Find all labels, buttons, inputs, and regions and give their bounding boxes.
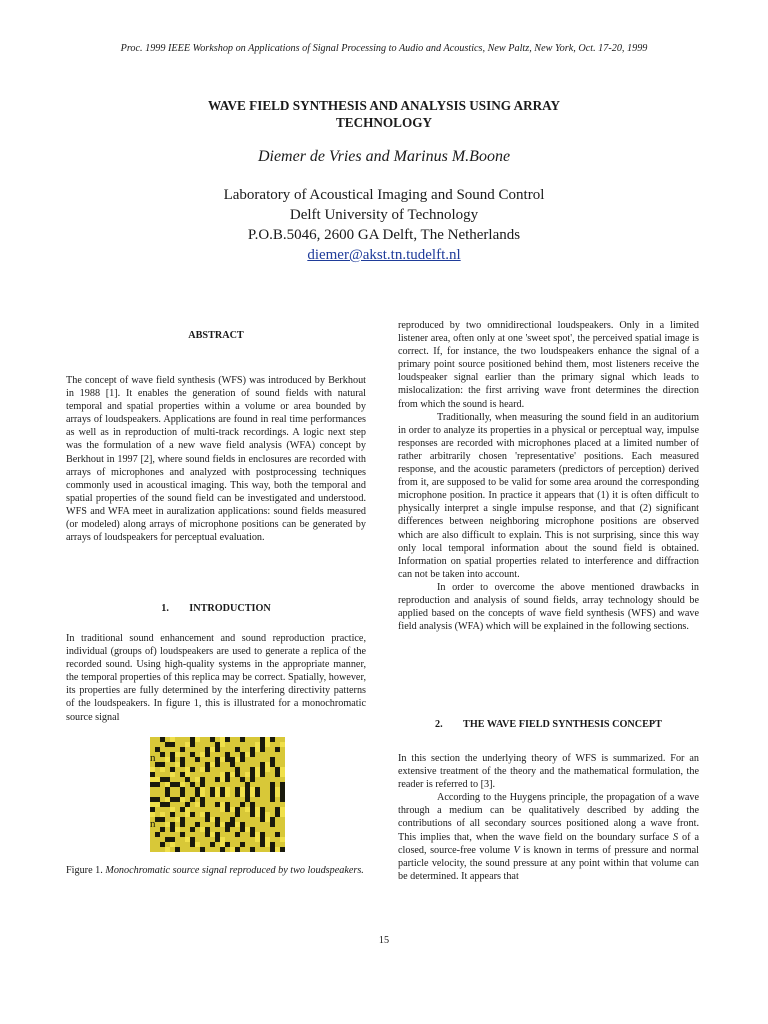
pattern-dark-cell xyxy=(270,797,275,802)
pattern-dark-cell xyxy=(240,842,245,847)
pattern-dark-cell xyxy=(275,832,280,837)
pattern-dark-cell xyxy=(270,762,275,767)
pattern-dark-cell xyxy=(190,827,195,832)
pattern-light-cell xyxy=(265,767,270,772)
paragraph-huygens: According to the Huygens principle, the propagation of a wave through a medium can be qualitatively described by adding the contributions of all secondary sources positioned along a wave front. This implies that, when the wave field on the boundary surface S of a closed, source-free volume V is known in terms of pressure and normal particle velocity, the sound pressure at any point within that volume can be determined. It appears that xyxy=(398,792,700,882)
pattern-dark-cell xyxy=(215,802,220,807)
pattern-dark-cell xyxy=(280,797,285,802)
pattern-dark-cell xyxy=(160,762,165,767)
pattern-light-cell xyxy=(200,812,205,817)
pattern-light-cell xyxy=(160,767,165,772)
authors: Diemer de Vries and Marinus M.Boone xyxy=(257,148,511,165)
pattern-light-cell xyxy=(255,812,260,817)
pattern-dark-cell xyxy=(210,787,215,792)
pattern-dark-cell xyxy=(280,782,285,787)
pattern-dark-cell xyxy=(215,757,220,762)
pattern-dark-cell xyxy=(200,847,205,852)
pattern-dark-cell xyxy=(205,762,210,767)
pattern-light-cell xyxy=(265,737,270,742)
pattern-light-cell xyxy=(200,767,205,772)
pattern-light-cell xyxy=(170,807,175,812)
pattern-dark-cell xyxy=(190,842,195,847)
pattern-dark-cell xyxy=(270,842,275,847)
pattern-light-cell xyxy=(210,762,215,767)
paragraph-array-technology: In order to overcome the above mentioned drawbacks in reproduction and analysis of sound fields, array technology should be applied based on the concepts of wave field synthesis (WFS) and wave field analysis (WFA) which will be explained in the following sections. xyxy=(398,581,699,633)
pattern-dark-cell xyxy=(195,792,200,797)
pattern-light-cell xyxy=(195,802,200,807)
pattern-dark-cell xyxy=(160,827,165,832)
pattern-light-cell xyxy=(175,817,180,822)
pattern-light-cell xyxy=(150,802,155,807)
pattern-dark-cell xyxy=(270,782,275,787)
pattern-light-cell xyxy=(280,812,285,817)
title-line-1: WAVE FIELD SYNTHESIS AND ANALYSIS USING ARRAY xyxy=(207,98,561,113)
pattern-dark-cell xyxy=(180,817,185,822)
pattern-dark-cell xyxy=(250,747,255,752)
pattern-dark-cell xyxy=(190,782,195,787)
pattern-dark-cell xyxy=(260,812,265,817)
pattern-dark-cell xyxy=(260,817,265,822)
pattern-dark-cell xyxy=(235,792,240,797)
pattern-light-cell xyxy=(245,772,250,777)
pattern-dark-cell xyxy=(170,767,175,772)
pattern-dark-cell xyxy=(210,792,215,797)
pattern-light-cell xyxy=(235,757,240,762)
pattern-dark-cell xyxy=(165,742,170,747)
pattern-dark-cell xyxy=(210,737,215,742)
pattern-light-cell xyxy=(235,822,240,827)
pattern-dark-cell xyxy=(205,812,210,817)
pattern-dark-cell xyxy=(180,792,185,797)
pattern-dark-cell xyxy=(230,757,235,762)
pattern-dark-cell xyxy=(165,792,170,797)
pattern-dark-cell xyxy=(155,797,160,802)
pattern-dark-cell xyxy=(170,782,175,787)
paper-title xyxy=(120,97,648,131)
pattern-light-cell xyxy=(275,787,280,792)
pattern-light-cell xyxy=(280,837,285,842)
pattern-light-cell xyxy=(200,752,205,757)
pattern-dark-cell xyxy=(260,807,265,812)
pattern-dark-cell xyxy=(215,747,220,752)
pattern-dark-cell xyxy=(270,817,275,822)
pattern-dark-cell xyxy=(220,847,225,852)
pattern-dark-cell xyxy=(260,762,265,767)
pattern-dark-cell xyxy=(190,742,195,747)
pattern-light-cell xyxy=(195,842,200,847)
pattern-light-cell xyxy=(280,767,285,772)
pattern-light-cell xyxy=(250,792,255,797)
pattern-dark-cell xyxy=(170,822,175,827)
pattern-dark-cell xyxy=(275,772,280,777)
pattern-dark-cell xyxy=(230,762,235,767)
pattern-dark-cell xyxy=(275,767,280,772)
pattern-dark-cell xyxy=(155,782,160,787)
pattern-dark-cell xyxy=(225,777,230,782)
pattern-dark-cell xyxy=(250,807,255,812)
pattern-dark-cell xyxy=(280,792,285,797)
pattern-dark-cell xyxy=(260,832,265,837)
pattern-dark-cell xyxy=(190,812,195,817)
pattern-dark-cell xyxy=(215,837,220,842)
pattern-light-cell xyxy=(255,807,260,812)
pattern-dark-cell xyxy=(165,777,170,782)
pattern-light-cell xyxy=(165,757,170,762)
pattern-light-cell xyxy=(230,847,235,852)
paragraph-measurement: Traditionally, when measuring the sound field in an auditorium in order to analyze its properties in a physical or perceptual way, impulse responses are recorded with microphones placed at a limited number of rather arbitrarily chosen 'representative' positions. Each measured response, and the acoustic parameters (predictors of perception) derived from it, are supposed to be valid for some area around the corresponding microphone position. In practice it appears that (1) it is often difficult to physically interpret a single impulse response, and that (2) significant differences between neighboring microphone positions are observed which are also difficult to explain. This is not surprising, since this way only local temporal information about the sound field is obtained. Information on spatial properties related to interference and diffraction can not be taken into account. xyxy=(398,411,699,580)
pattern-light-cell xyxy=(265,812,270,817)
pattern-dark-cell xyxy=(250,812,255,817)
pattern-dark-cell xyxy=(260,837,265,842)
pattern-dark-cell xyxy=(200,802,205,807)
pattern-light-cell xyxy=(220,777,225,782)
pattern-light-cell xyxy=(275,847,280,852)
pattern-light-cell xyxy=(265,742,270,747)
pattern-dark-cell xyxy=(155,762,160,767)
pattern-light-cell xyxy=(225,792,230,797)
pattern-dark-cell xyxy=(250,827,255,832)
pattern-light-cell xyxy=(280,772,285,777)
abstract-heading: ABSTRACT xyxy=(188,330,244,341)
pattern-dark-cell xyxy=(180,757,185,762)
pattern-dark-cell xyxy=(180,822,185,827)
pattern-light-cell xyxy=(210,817,215,822)
pattern-dark-cell xyxy=(200,782,205,787)
pattern-dark-cell xyxy=(240,822,245,827)
pattern-dark-cell xyxy=(160,752,165,757)
affiliation-lab: Laboratory of Acoustical Imaging and Sound Control xyxy=(223,187,545,203)
pattern-dark-cell xyxy=(180,787,185,792)
page-number: 15 xyxy=(378,935,390,946)
pattern-light-cell xyxy=(220,737,225,742)
pattern-dark-cell xyxy=(225,842,230,847)
pattern-light-cell xyxy=(245,752,250,757)
pattern-dark-cell xyxy=(250,767,255,772)
pattern-dark-cell xyxy=(245,787,250,792)
pattern-dark-cell xyxy=(175,797,180,802)
pattern-dark-cell xyxy=(260,842,265,847)
pattern-dark-cell xyxy=(270,787,275,792)
figure-caption-text: Monochromatic source signal reproduced by two loudspeakers. xyxy=(105,865,364,876)
pattern-light-cell xyxy=(280,742,285,747)
loudspeaker-marker-bottom: n xyxy=(150,818,156,830)
running-header: Proc. 1999 IEEE Workshop on Applications of Signal Processing to Audio and Acoustics, New Paltz, New York, Oct. 17-20, 1999 xyxy=(120,43,648,54)
pattern-dark-cell xyxy=(240,757,245,762)
pattern-light-cell xyxy=(185,812,190,817)
pattern-dark-cell xyxy=(240,777,245,782)
pattern-dark-cell xyxy=(160,817,165,822)
pattern-dark-cell xyxy=(150,807,155,812)
figure-label: Figure 1. xyxy=(66,865,103,876)
pattern-light-cell xyxy=(155,802,160,807)
pattern-dark-cell xyxy=(225,807,230,812)
pattern-dark-cell xyxy=(180,832,185,837)
pattern-light-cell xyxy=(185,807,190,812)
introduction-text: In traditional sound enhancement and sound reproduction practice, individual (groups of) loudspeakers are used to generate a replica of the recorded sound. Using high-quality systems in the appropriate manner, the temporal properties of this replica may be correct. Spatially, however, its properties are fully determined by the interfering directivity patterns of the loudspeakers. In figure 1, this is illustrated for a monochromatic source signal xyxy=(66,633,366,723)
pattern-light-cell xyxy=(220,842,225,847)
pattern-dark-cell xyxy=(205,817,210,822)
pattern-dark-cell xyxy=(270,792,275,797)
pattern-dark-cell xyxy=(205,767,210,772)
pattern-dark-cell xyxy=(195,787,200,792)
pattern-light-cell xyxy=(280,807,285,812)
wfs-concept-heading: 2. THE WAVE FIELD SYNTHESIS CONCEPT xyxy=(435,719,662,730)
pattern-dark-cell xyxy=(280,787,285,792)
pattern-dark-cell xyxy=(215,777,220,782)
pattern-dark-cell xyxy=(250,847,255,852)
pattern-light-cell xyxy=(175,752,180,757)
pattern-dark-cell xyxy=(195,822,200,827)
pattern-dark-cell xyxy=(250,802,255,807)
pattern-light-cell xyxy=(200,792,205,797)
pattern-light-cell xyxy=(200,787,205,792)
pattern-light-cell xyxy=(220,822,225,827)
pattern-dark-cell xyxy=(195,757,200,762)
pattern-light-cell xyxy=(195,737,200,742)
pattern-dark-cell xyxy=(245,792,250,797)
pattern-light-cell xyxy=(150,767,155,772)
pattern-dark-cell xyxy=(245,782,250,787)
pattern-dark-cell xyxy=(240,737,245,742)
pattern-dark-cell xyxy=(175,782,180,787)
abstract-text: The concept of wave field synthesis (WFS) was introduced by Berkhout in 1988 [1]. It enables the generation of sound fields with natural temporal and spatial properties within a volume or area bounded by arrays of loudspeakers. Applications are found in real time performances as well as in reproduction of multi-track recordings. A logic next step was the formulation of a new wave field analysis (WFA) concept by Berkhout in 1997 [2], where sound fields in enclosures are recorded with arrays of microphones and analyzed with postprocessing techniques commonly used in acoustical imaging. This way, both the temporal and spatial properties of the sound field can be investigated and understood. WFS and WFA meet in auralization applications: sound fields measured (or modeled) along arrays of microphone positions can be generated by arrays of loudspeakers for perceptual evaluation. xyxy=(66,375,366,544)
pattern-light-cell xyxy=(215,792,220,797)
pattern-light-cell xyxy=(185,772,190,777)
pattern-dark-cell xyxy=(235,747,240,752)
pattern-dark-cell xyxy=(170,827,175,832)
pattern-dark-cell xyxy=(190,752,195,757)
pattern-light-cell xyxy=(265,842,270,847)
pattern-dark-cell xyxy=(250,752,255,757)
introduction-heading: 1. INTRODUCTION xyxy=(161,603,271,614)
pattern-dark-cell xyxy=(155,832,160,837)
pattern-dark-cell xyxy=(205,827,210,832)
pattern-light-cell xyxy=(255,832,260,837)
pattern-dark-cell xyxy=(270,737,275,742)
pattern-dark-cell xyxy=(235,847,240,852)
pattern-dark-cell xyxy=(190,767,195,772)
pattern-light-cell xyxy=(265,762,270,767)
pattern-light-cell xyxy=(150,812,155,817)
pattern-light-cell xyxy=(185,837,190,842)
pattern-dark-cell xyxy=(150,797,155,802)
pattern-dark-cell xyxy=(165,802,170,807)
pattern-dark-cell xyxy=(170,797,175,802)
pattern-light-cell xyxy=(250,787,255,792)
pattern-dark-cell xyxy=(260,737,265,742)
pattern-dark-cell xyxy=(255,787,260,792)
pattern-light-cell xyxy=(170,842,175,847)
pattern-light-cell xyxy=(230,807,235,812)
pattern-dark-cell xyxy=(190,797,195,802)
pattern-dark-cell xyxy=(225,752,230,757)
pattern-dark-cell xyxy=(180,807,185,812)
pattern-light-cell xyxy=(220,757,225,762)
pattern-dark-cell xyxy=(185,777,190,782)
pattern-dark-cell xyxy=(205,752,210,757)
affiliation-address: P.O.B.5046, 2600 GA Delft, The Netherlands xyxy=(247,227,521,243)
pattern-light-cell xyxy=(160,812,165,817)
pattern-dark-cell xyxy=(235,807,240,812)
pattern-dark-cell xyxy=(190,837,195,842)
pattern-dark-cell xyxy=(210,842,215,847)
pattern-dark-cell xyxy=(160,842,165,847)
pattern-light-cell xyxy=(180,782,185,787)
pattern-dark-cell xyxy=(260,747,265,752)
pattern-dark-cell xyxy=(235,767,240,772)
pattern-dark-cell xyxy=(160,802,165,807)
pattern-light-cell xyxy=(150,777,155,782)
pattern-dark-cell xyxy=(160,777,165,782)
paragraph-theory-summary: In this section the underlying theory of WFS is summarized. For an extensive treatment of the theory and the mathematical formulation, the reader is referred to [3]. xyxy=(398,753,699,791)
pattern-light-cell xyxy=(220,837,225,842)
pattern-dark-cell xyxy=(155,817,160,822)
pattern-light-cell xyxy=(255,742,260,747)
pattern-light-cell xyxy=(165,797,170,802)
pattern-dark-cell xyxy=(160,737,165,742)
pattern-dark-cell xyxy=(215,832,220,837)
pattern-light-cell xyxy=(275,792,280,797)
pattern-light-cell xyxy=(225,787,230,792)
pattern-dark-cell xyxy=(180,762,185,767)
pattern-dark-cell xyxy=(275,812,280,817)
figure-1-interference-pattern xyxy=(150,737,285,852)
affiliation xyxy=(0,185,768,265)
pattern-dark-cell xyxy=(250,777,255,782)
pattern-dark-cell xyxy=(205,747,210,752)
pattern-dark-cell xyxy=(240,802,245,807)
pattern-dark-cell xyxy=(225,772,230,777)
pattern-light-cell xyxy=(175,762,180,767)
pattern-dark-cell xyxy=(150,772,155,777)
pattern-dark-cell xyxy=(245,797,250,802)
pattern-light-cell xyxy=(185,742,190,747)
pattern-light-cell xyxy=(165,782,170,787)
pattern-dark-cell xyxy=(235,832,240,837)
pattern-dark-cell xyxy=(255,792,260,797)
pattern-light-cell xyxy=(245,807,250,812)
pattern-light-cell xyxy=(240,792,245,797)
pattern-dark-cell xyxy=(270,822,275,827)
pattern-light-cell xyxy=(210,747,215,752)
pattern-light-cell xyxy=(220,772,225,777)
right-column-body xyxy=(398,319,699,633)
pattern-dark-cell xyxy=(275,747,280,752)
figure-caption xyxy=(66,864,366,877)
pattern-dark-cell xyxy=(230,817,235,822)
pattern-light-cell xyxy=(245,827,250,832)
pattern-light-cell xyxy=(255,767,260,772)
pattern-light-cell xyxy=(155,777,160,782)
pattern-light-cell xyxy=(175,827,180,832)
pattern-light-cell xyxy=(165,822,170,827)
pattern-dark-cell xyxy=(235,772,240,777)
pattern-dark-cell xyxy=(180,772,185,777)
pattern-light-cell xyxy=(210,832,215,837)
pattern-light-cell xyxy=(185,767,190,772)
pattern-dark-cell xyxy=(170,812,175,817)
email-link[interactable]: diemer@akst.tn.tudelft.nl xyxy=(307,247,461,263)
pattern-dark-cell xyxy=(205,832,210,837)
pattern-dark-cell xyxy=(170,837,175,842)
pattern-dark-cell xyxy=(150,782,155,787)
pattern-dark-cell xyxy=(260,742,265,747)
pattern-dark-cell xyxy=(280,847,285,852)
pattern-light-cell xyxy=(220,742,225,747)
pattern-dark-cell xyxy=(225,827,230,832)
pattern-dark-cell xyxy=(215,822,220,827)
pattern-dark-cell xyxy=(220,792,225,797)
pattern-dark-cell xyxy=(225,802,230,807)
pattern-dark-cell xyxy=(155,747,160,752)
pattern-light-cell xyxy=(170,737,175,742)
pattern-light-cell xyxy=(220,807,225,812)
pattern-light-cell xyxy=(215,787,220,792)
pattern-dark-cell xyxy=(250,832,255,837)
pattern-dark-cell xyxy=(230,822,235,827)
pattern-light-cell xyxy=(165,847,170,852)
affiliation-university: Delft University of Technology xyxy=(289,207,479,223)
pattern-dark-cell xyxy=(275,807,280,812)
pattern-dark-cell xyxy=(170,742,175,747)
pattern-dark-cell xyxy=(235,812,240,817)
pattern-light-cell xyxy=(220,802,225,807)
pattern-light-cell xyxy=(255,837,260,842)
paragraph-sweet-spot: reproduced by two omnidirectional loudspeakers. Only in a limited listener area, often only at one 'sweet spot', the perceived spatial image is correct. If, for instance, the two loudspeakers enhance the signal of a primary point source positioned behind them, most listeners receive the loudspeaker signal earlier than the primary signal which leads to mislocalization: the first arriving wave front determines the direction from which the sound is heard. xyxy=(398,320,699,410)
pattern-light-cell xyxy=(180,797,185,802)
pattern-dark-cell xyxy=(180,747,185,752)
pattern-light-cell xyxy=(265,817,270,822)
pattern-dark-cell xyxy=(170,757,175,762)
pattern-dark-cell xyxy=(215,742,220,747)
pattern-dark-cell xyxy=(225,757,230,762)
pattern-dark-cell xyxy=(270,847,275,852)
pattern-dark-cell xyxy=(165,837,170,842)
pattern-dark-cell xyxy=(200,797,205,802)
pattern-dark-cell xyxy=(165,787,170,792)
wfs-concept-body xyxy=(398,752,699,883)
pattern-light-cell xyxy=(170,772,175,777)
pattern-dark-cell xyxy=(225,822,230,827)
pattern-light-cell xyxy=(240,787,245,792)
pattern-light-cell xyxy=(265,837,270,842)
title-line-2: TECHNOLOGY xyxy=(336,115,432,130)
pattern-dark-cell xyxy=(190,737,195,742)
pattern-dark-cell xyxy=(220,787,225,792)
pattern-dark-cell xyxy=(260,772,265,777)
pattern-dark-cell xyxy=(250,772,255,777)
pattern-dark-cell xyxy=(215,817,220,822)
pattern-dark-cell xyxy=(235,787,240,792)
pattern-dark-cell xyxy=(175,847,180,852)
pattern-dark-cell xyxy=(215,762,220,767)
pattern-dark-cell xyxy=(240,827,245,832)
pattern-dark-cell xyxy=(225,737,230,742)
pattern-light-cell xyxy=(230,772,235,777)
pattern-dark-cell xyxy=(200,777,205,782)
pattern-light-cell xyxy=(255,772,260,777)
pattern-dark-cell xyxy=(270,757,275,762)
pattern-light-cell xyxy=(195,777,200,782)
pattern-dark-cell xyxy=(170,752,175,757)
pattern-dark-cell xyxy=(185,802,190,807)
pattern-light-cell xyxy=(255,747,260,752)
pattern-dark-cell xyxy=(240,752,245,757)
loudspeaker-marker-top: n xyxy=(150,752,156,764)
pattern-dark-cell xyxy=(260,767,265,772)
pattern-light-cell xyxy=(200,827,205,832)
